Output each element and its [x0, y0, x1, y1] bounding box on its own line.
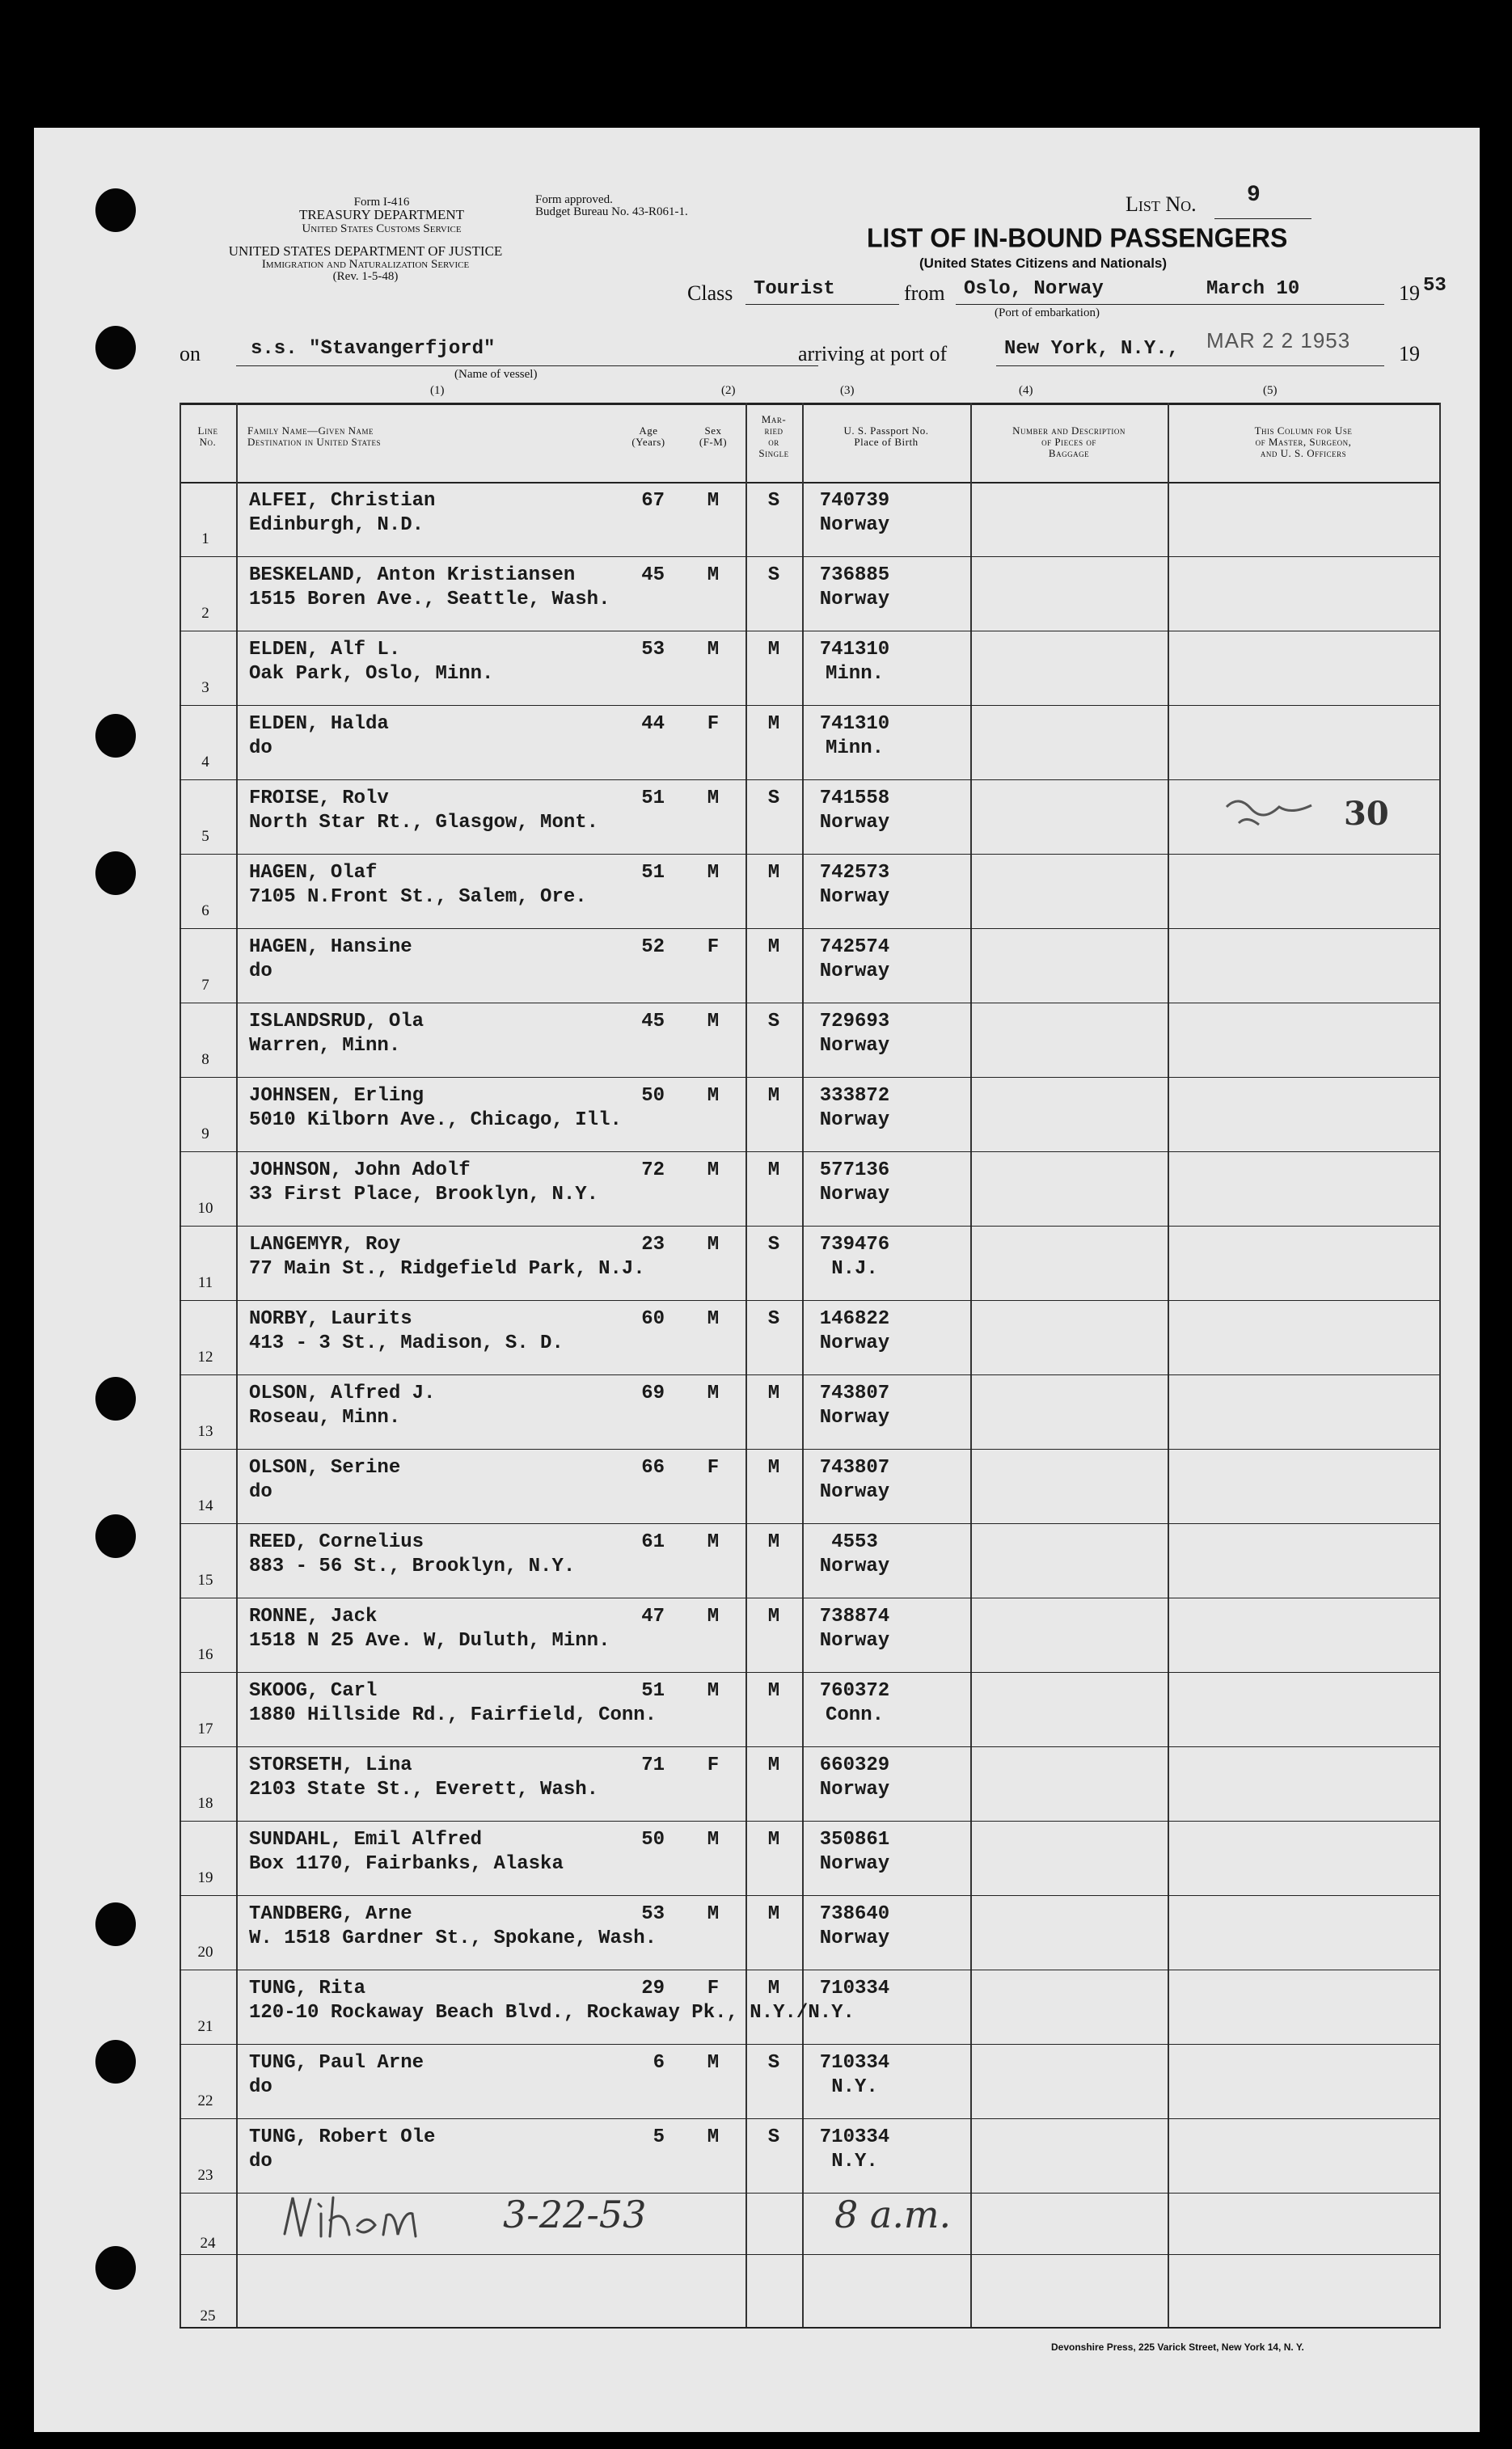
table-row — [179, 1523, 1439, 1598]
passenger-married: M — [767, 1829, 780, 1851]
passenger-name: TUNG, Rita — [249, 1978, 366, 1999]
passenger-married: M — [767, 713, 780, 735]
passenger-sex: M — [707, 1829, 720, 1851]
passenger-destination: 5010 Kilborn Ave., Chicago, Ill. — [249, 1109, 622, 1131]
passenger-destination: Box 1170, Fairbanks, Alaska — [249, 1853, 564, 1875]
table-row — [179, 1746, 1439, 1821]
passenger-married: M — [767, 936, 780, 958]
passenger-sex: M — [707, 639, 720, 661]
passenger-destination: Edinburgh, N.D. — [249, 514, 424, 536]
passenger-name: ISLANDSRUD, Ola — [249, 1011, 424, 1032]
punch-hole — [95, 188, 136, 232]
underline — [1214, 218, 1311, 219]
passenger-sex: M — [707, 1531, 720, 1553]
year2-prefix: 19 — [1399, 342, 1420, 365]
passenger-name: RONNE, Jack — [249, 1606, 378, 1628]
place-of-birth: N.Y. — [831, 2151, 878, 2172]
list-no-label: List No. — [1126, 192, 1197, 216]
passenger-age: 51 — [641, 862, 665, 884]
underline — [956, 304, 1384, 305]
col-num-3: (3) — [840, 384, 855, 397]
passport-number: 741558 — [819, 787, 890, 809]
budget-bureau: Budget Bureau No. 43-R061-1. — [535, 205, 688, 218]
form-sheet — [34, 128, 1480, 2432]
passenger-age: 60 — [641, 1308, 665, 1330]
line-number: 10 — [197, 1200, 213, 1217]
table-row — [179, 1449, 1439, 1523]
passenger-married: M — [767, 862, 780, 884]
place-of-birth: Conn. — [825, 1704, 884, 1726]
handwritten-time: 8 a.m. — [834, 2193, 952, 2236]
place-of-birth: Norway — [819, 812, 890, 834]
line-number: 17 — [197, 1721, 213, 1738]
col-num-1: (1) — [430, 384, 445, 397]
year-value: 53 — [1423, 275, 1447, 297]
place-of-birth: Norway — [819, 1035, 890, 1057]
arrival-stamp: MAR 2 2 1953 — [1206, 328, 1351, 353]
passenger-destination: 1880 Hillside Rd., Fairfield, Conn. — [249, 1704, 657, 1726]
table-row — [179, 854, 1439, 928]
passenger-married: S — [767, 2126, 780, 2148]
passenger-destination: Oak Park, Oslo, Minn. — [249, 663, 494, 685]
from-value: Oslo, Norway — [964, 278, 1104, 300]
passport-number: 741310 — [819, 713, 890, 735]
passenger-destination: 120-10 Rockaway Beach Blvd., Rockaway Pk., N.Y./N.Y. — [249, 2002, 855, 2024]
place-of-birth: Norway — [819, 1630, 890, 1652]
place-of-birth: Norway — [819, 1109, 890, 1131]
passenger-sex: M — [707, 490, 720, 512]
line-number: 11 — [197, 1274, 213, 1291]
treasury-dept: TREASURY DEPARTMENT — [298, 207, 465, 222]
line-number: 2 — [201, 605, 209, 622]
col-num-4: (4) — [1019, 384, 1033, 397]
passenger-married: S — [767, 2052, 780, 2074]
passenger-destination: 413 - 3 St., Madison, S. D. — [249, 1332, 564, 1354]
place-of-birth: Norway — [819, 1556, 890, 1577]
passport-number: 660329 — [819, 1754, 890, 1776]
line-number: 18 — [197, 1795, 213, 1812]
table-row — [179, 482, 1439, 556]
underline — [996, 365, 1384, 366]
passenger-married: M — [767, 1159, 780, 1181]
vessel-label: (Name of vessel) — [454, 368, 538, 381]
passenger-sex: M — [707, 1606, 720, 1628]
place-of-birth: Norway — [819, 514, 890, 536]
passenger-sex: F — [707, 1457, 720, 1479]
table-row — [179, 631, 1439, 705]
printer-imprint: Devonshire Press, 225 Varick Street, New York 14, N. Y. — [1051, 2341, 1304, 2353]
page-title: LIST OF IN-BOUND PASSENGERS — [867, 222, 1288, 253]
passenger-age: 61 — [641, 1531, 665, 1553]
passenger-name: HAGEN, Hansine — [249, 936, 412, 958]
passenger-destination: 7105 N.Front St., Salem, Ore. — [249, 886, 587, 908]
place-of-birth: N.J. — [831, 1258, 878, 1280]
passenger-age: 69 — [641, 1383, 665, 1404]
col-num-5: (5) — [1263, 384, 1278, 397]
passenger-age: 52 — [641, 936, 665, 958]
customs-service: United States Customs Service — [302, 222, 462, 235]
passport-number: 760372 — [819, 1680, 890, 1702]
punch-hole — [95, 851, 136, 895]
passenger-destination: North Star Rt., Glasgow, Mont. — [249, 812, 599, 834]
table-row — [179, 1821, 1439, 1895]
passenger-name: HAGEN, Olaf — [249, 862, 378, 884]
passenger-married: M — [767, 1978, 780, 1999]
header-passport: U. S. Passport No. Place of Birth — [843, 424, 929, 448]
table-row — [179, 1970, 1439, 2044]
place-of-birth: Minn. — [825, 737, 884, 759]
passenger-name: JOHNSEN, Erling — [249, 1085, 424, 1107]
line-number: 15 — [197, 1572, 213, 1589]
passport-number: 4553 — [831, 1531, 878, 1553]
table-row — [179, 1672, 1439, 1746]
passenger-name: OLSON, Serine — [249, 1457, 401, 1479]
passenger-name: OLSON, Alfred J. — [249, 1383, 436, 1404]
passenger-sex: M — [707, 1159, 720, 1181]
table-row — [179, 1151, 1439, 1226]
passport-number: 710334 — [819, 1978, 890, 1999]
passenger-name: TANDBERG, Arne — [249, 1903, 412, 1925]
place-of-birth: Norway — [819, 1332, 890, 1354]
on-label: on — [179, 342, 201, 365]
table-row — [179, 1003, 1439, 1077]
table-row — [179, 2044, 1439, 2118]
passenger-age: 47 — [641, 1606, 665, 1628]
passenger-age: 72 — [641, 1159, 665, 1181]
place-of-birth: Norway — [819, 589, 890, 610]
ins-service: Immigration and Naturalization Service — [261, 258, 470, 271]
passenger-destination: 1515 Boren Ave., Seattle, Wash. — [249, 589, 610, 610]
line-number: 24 — [200, 2235, 216, 2252]
form-approved: Form approved. — [535, 193, 613, 206]
line-number: 13 — [197, 1423, 213, 1440]
place-of-birth: Norway — [819, 886, 890, 908]
passenger-name: BESKELAND, Anton Kristiansen — [249, 564, 576, 586]
table-row — [179, 1300, 1439, 1374]
form-number: Form I-416 — [353, 196, 410, 209]
passenger-name: LANGEMYR, Roy — [249, 1234, 401, 1256]
passenger-age: 6 — [653, 2052, 665, 2074]
passenger-sex: F — [707, 936, 720, 958]
passenger-age: 51 — [641, 787, 665, 809]
line-number: 1 — [201, 530, 209, 547]
justice-dept: UNITED STATES DEPARTMENT OF JUSTICE — [228, 243, 503, 259]
passenger-married: M — [767, 639, 780, 661]
passenger-age: 23 — [641, 1234, 665, 1256]
punch-hole — [95, 2040, 136, 2084]
passenger-married: S — [767, 1011, 780, 1032]
passenger-name: STORSETH, Lina — [249, 1754, 412, 1776]
class-value: Tourist — [754, 278, 835, 300]
line-number: 25 — [200, 2308, 216, 2324]
passenger-name: REED, Cornelius — [249, 1531, 424, 1553]
passport-number: 146822 — [819, 1308, 890, 1330]
passenger-destination: 883 - 56 St., Brooklyn, N.Y. — [249, 1556, 576, 1577]
passenger-sex: F — [707, 1754, 720, 1776]
punch-hole — [95, 1377, 136, 1421]
punch-hole — [95, 2246, 136, 2290]
line-number: 5 — [201, 828, 209, 845]
passport-number: 739476 — [819, 1234, 890, 1256]
header-married: Mar- ried or Single — [758, 413, 789, 459]
passport-number: 333872 — [819, 1085, 890, 1107]
table-row — [179, 928, 1439, 1003]
passenger-destination: Roseau, Minn. — [249, 1407, 401, 1429]
passenger-sex: M — [707, 1903, 720, 1925]
header-age: Age (Years) — [631, 424, 665, 448]
place-of-birth: N.Y. — [831, 2076, 878, 2098]
passenger-married: S — [767, 564, 780, 586]
line-number: 9 — [201, 1125, 209, 1142]
passport-number: 741310 — [819, 639, 890, 661]
passenger-name: ELDEN, Halda — [249, 713, 389, 735]
passport-number: 736885 — [819, 564, 890, 586]
passenger-age: 66 — [641, 1457, 665, 1479]
underline — [745, 304, 899, 305]
passenger-destination: 77 Main St., Ridgefield Park, N.J. — [249, 1258, 645, 1280]
punch-hole — [95, 714, 136, 758]
passenger-destination: do — [249, 1481, 272, 1503]
passenger-age: 51 — [641, 1680, 665, 1702]
officer-scribble — [1223, 791, 1336, 823]
passport-number: 743807 — [819, 1383, 890, 1404]
handwritten-date: 3-22-53 — [503, 2193, 647, 2236]
passenger-name: JOHNSON, John Adolf — [249, 1159, 471, 1181]
passenger-destination: 2103 State St., Everett, Wash. — [249, 1779, 599, 1801]
table-row — [179, 556, 1439, 631]
line-number: 16 — [197, 1646, 213, 1663]
line-number: 20 — [197, 1944, 213, 1961]
passenger-age: 67 — [641, 490, 665, 512]
passport-number: 729693 — [819, 1011, 890, 1032]
line-number: 14 — [197, 1497, 213, 1514]
passenger-married: M — [767, 1531, 780, 1553]
underline — [236, 365, 818, 366]
passenger-sex: M — [707, 2126, 720, 2148]
line-number: 19 — [197, 1869, 213, 1886]
passenger-sex: M — [707, 1011, 720, 1032]
place-of-birth: Minn. — [825, 663, 884, 685]
place-of-birth: Norway — [819, 1481, 890, 1503]
passenger-age: 71 — [641, 1754, 665, 1776]
passenger-sex: M — [707, 862, 720, 884]
passport-number: 743807 — [819, 1457, 890, 1479]
punch-hole — [95, 326, 136, 369]
passport-number: 738874 — [819, 1606, 890, 1628]
header-sex: Sex (F-M) — [699, 424, 728, 448]
passenger-age: 5 — [653, 2126, 665, 2148]
passenger-name: NORBY, Laurits — [249, 1308, 412, 1330]
passport-number: 738640 — [819, 1903, 890, 1925]
table-row — [179, 1598, 1439, 1672]
passenger-destination: do — [249, 2151, 272, 2172]
page-subtitle: (United States Citizens and Nationals) — [919, 255, 1168, 271]
passport-number: 742573 — [819, 862, 890, 884]
passenger-sex: M — [707, 1234, 720, 1256]
header-baggage: Number and Description of Pieces of Baggage — [1012, 424, 1126, 459]
passenger-name: ALFEI, Christian — [249, 490, 436, 512]
passenger-destination: do — [249, 737, 272, 759]
passport-number: 710334 — [819, 2052, 890, 2074]
passenger-sex: M — [707, 1308, 720, 1330]
punch-hole — [95, 1514, 136, 1558]
passenger-married: M — [767, 1085, 780, 1107]
line-number: 8 — [201, 1051, 209, 1068]
vessel-name: s.s. "Stavangerfjord" — [251, 338, 496, 360]
passenger-destination: Warren, Minn. — [249, 1035, 401, 1057]
passenger-age: 50 — [641, 1829, 665, 1851]
passenger-married: M — [767, 1680, 780, 1702]
passenger-sex: M — [707, 1680, 720, 1702]
line-number: 7 — [201, 977, 209, 994]
place-of-birth: Norway — [819, 1407, 890, 1429]
passport-number: 742574 — [819, 936, 890, 958]
header-officers: This Column for Use of Master, Surgeon, and U. S. Officers — [1254, 424, 1353, 459]
passenger-sex: M — [707, 564, 720, 586]
place-of-birth: Norway — [819, 1184, 890, 1205]
passenger-destination: do — [249, 2076, 272, 2098]
handwritten-signature — [277, 2189, 471, 2255]
margin-note: 30 — [1344, 795, 1389, 833]
passenger-age: 50 — [641, 1085, 665, 1107]
passenger-married: S — [767, 490, 780, 512]
line-number: 21 — [197, 2018, 213, 2035]
passenger-name: FROISE, Rolv — [249, 787, 389, 809]
passenger-married: M — [767, 1754, 780, 1776]
class-label: Class — [687, 281, 733, 305]
table-row — [179, 705, 1439, 779]
place-of-birth: Norway — [819, 1779, 890, 1801]
passenger-destination: 1518 N 25 Ave. W, Duluth, Minn. — [249, 1630, 610, 1652]
passenger-age: 53 — [641, 1903, 665, 1925]
list-no-value: 9 — [1247, 183, 1261, 208]
passenger-married: M — [767, 1383, 780, 1404]
passenger-name: SUNDAHL, Emil Alfred — [249, 1829, 483, 1851]
place-of-birth: Norway — [819, 961, 890, 982]
passenger-married: S — [767, 787, 780, 809]
place-of-birth: Norway — [819, 1928, 890, 1949]
passenger-age: 29 — [641, 1978, 665, 1999]
port-embark-label: (Port of embarkation) — [995, 306, 1100, 319]
passenger-age: 45 — [641, 1011, 665, 1032]
passenger-destination: 33 First Place, Brooklyn, N.Y. — [249, 1184, 599, 1205]
passenger-sex: F — [707, 1978, 720, 1999]
place-of-birth: Norway — [819, 1853, 890, 1875]
passenger-name: SKOOG, Carl — [249, 1680, 378, 1702]
passenger-married: M — [767, 1606, 780, 1628]
table-row — [179, 1226, 1439, 1300]
passenger-destination: W. 1518 Gardner St., Spokane, Wash. — [249, 1928, 657, 1949]
passenger-table — [179, 403, 1441, 2327]
passenger-married: S — [767, 1234, 780, 1256]
passenger-married: S — [767, 1308, 780, 1330]
year-prefix: 19 — [1399, 281, 1420, 305]
line-number: 4 — [201, 754, 209, 771]
passenger-sex: M — [707, 1383, 720, 1404]
line-number: 6 — [201, 902, 209, 919]
passenger-sex: M — [707, 1085, 720, 1107]
passport-number: 577136 — [819, 1159, 890, 1181]
passenger-destination: do — [249, 961, 272, 982]
passport-number: 740739 — [819, 490, 890, 512]
passport-number: 350861 — [819, 1829, 890, 1851]
punch-hole — [95, 1902, 136, 1946]
arrival-port: New York, N.Y., — [1004, 338, 1180, 360]
from-label: from — [904, 281, 945, 305]
line-number: 3 — [201, 679, 209, 696]
passenger-married: M — [767, 1903, 780, 1925]
table-row — [179, 2118, 1439, 2193]
col-num-2: (2) — [721, 384, 736, 397]
header-name: Family Name—Given Name Destination in United States — [247, 424, 382, 448]
line-number: 22 — [197, 2092, 213, 2109]
header-line-no: Line No. — [197, 424, 218, 448]
line-number: 12 — [197, 1349, 213, 1366]
passenger-married: M — [767, 1457, 780, 1479]
table-row — [179, 1895, 1439, 1970]
passenger-sex: F — [707, 713, 720, 735]
passenger-age: 44 — [641, 713, 665, 735]
date-value: March 10 — [1206, 278, 1300, 300]
passenger-age: 53 — [641, 639, 665, 661]
passenger-age: 45 — [641, 564, 665, 586]
passenger-name: TUNG, Paul Arne — [249, 2052, 424, 2074]
passenger-sex: M — [707, 2052, 720, 2074]
table-row — [179, 1077, 1439, 1151]
line-number: 23 — [197, 2167, 213, 2184]
passenger-name: TUNG, Robert Ole — [249, 2126, 436, 2148]
arriving-label: arriving at port of — [798, 342, 948, 365]
passport-number: 710334 — [819, 2126, 890, 2148]
passenger-sex: M — [707, 787, 720, 809]
revision: (Rev. 1-5-48) — [332, 270, 399, 283]
passenger-name: ELDEN, Alf L. — [249, 639, 401, 661]
table-row — [179, 1374, 1439, 1449]
